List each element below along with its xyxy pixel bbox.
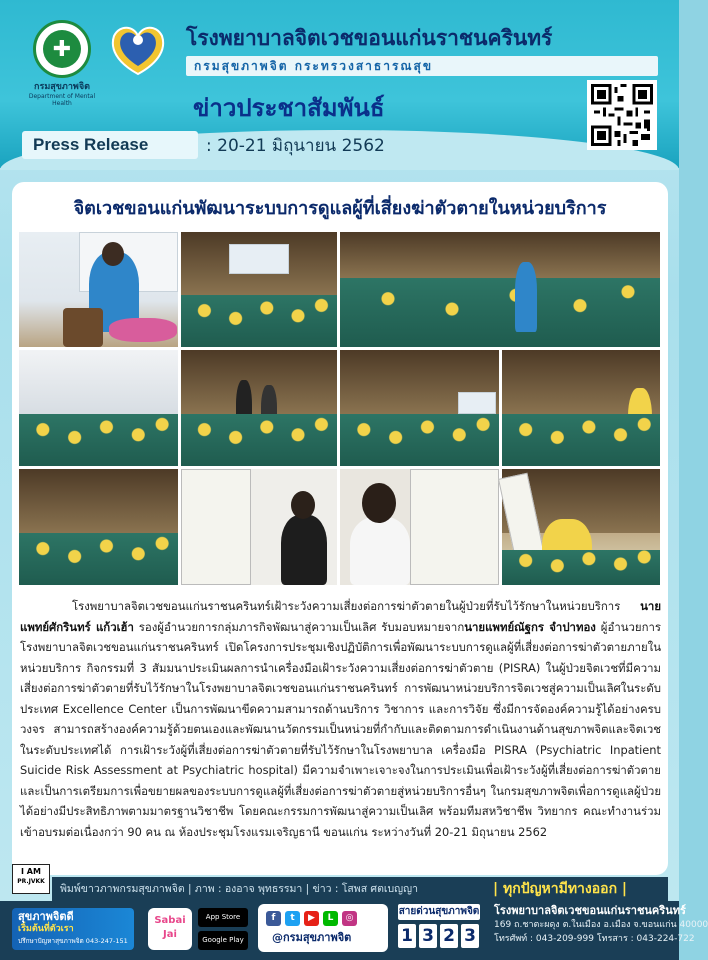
article-text-2: รองผู้อำนวยการกลุ่มภารกิจพัฒนาสู่ความเป็นเลิศ รับมอบหมายจาก (133, 619, 465, 634)
photo-workshop-tables (340, 350, 499, 466)
photo-group-discussion-2 (181, 350, 337, 466)
department-bar: กรมสุขภาพจิต กระทรวงสาธารณสุข (186, 56, 658, 76)
photo-meeting-room (19, 469, 178, 585)
article-name-director: นายแพทย์ณัฐกร จำปาทอง (464, 619, 596, 634)
youtube-icon[interactable]: ▶ (304, 911, 319, 926)
app-store-button[interactable]: App Store (198, 908, 248, 927)
headline: จิตเวชขอนแก่นพัฒนาระบบการดูแลผู้ที่เสี่ยงฆ่าตัวตายในหน่วยบริการ (73, 198, 607, 219)
address-line-1: 169 ถ.ชาตะผดุง ต.ในเมือง อ.เมือง จ.ขอนแก่น 40000 (494, 920, 708, 930)
article-text-3: ผู้อำนวยการโรงพยาบาลจิตเวชขอนแก่นราชนครินทร์ เปิดโครงการประชุมเชิงปฏิบัติการเพื่อพัฒนาระบบการดูแลผู้ที่เสี่ยงต่อการฆ่าตัวตายภายในหน่วยบริการ กิจกรรมที่ 3 สัมมนาประเมินผลการนำเครื่องมือเฝ้าระวังความเสี่ยงต่อการฆ่าตัวตาย (PISRA) ในผู้ป่วยจิตเวชที่มีความเสี่ยงต่อการฆ่าตัวตายที่รับไว้รักษาในโรงพยาบาลจิตเวชขอนแก่นราชนครินทร์ การพัฒนาหน่วยบริการจิตเวชสู่ความเป็นเลิศในระดับประเทศ Excellence Center เป็นการพัฒนาขีดความสามารถด้านบริการ วิชาการ และการวิจัย ซึ่งมีการจัดองค์ความรู้ได้อย่างครบวงจร สามารถสร้างองค์ความรู้ด้วยตนเองและพัฒนานวัตกรรมเป็นหน่วยที่กำกับและติดตามการดำเนินงานด้านสุขภาพจิตและจิตเวชในระดับประเทศได้ การเฝ้าระวังผู้ที่เสี่ยงต่อการฆ่าตัวตายที่รับไว้รักษาในโรงพยาบาล เครื่องมือ PISRA (Psychiatric Inpatient Suicide Risk Assessment at Psychiatric hospital) มีความจำเพาะเจาะจงในการประเมินเพื่อเฝ้าระวังผู้ที่เสี่ยงต่อการฆ่าตัวตาย และเป็นการเตรียมการเพื่อขยายผลของระบบการดูแลผู้ที่เสี่ยงต่อการฆ่าตัวตายสู่หน่วยบริการอื่นๆ ในกรมสุขภาพจิตเพื่อการดูแลผู้ป่วยได้อย่างมีประสิทธิภาพตามมาตรฐานวิชาชีพ โดยคณะกรรมการพัฒนาสู่ความเป็นเลิศ พร้อมทีมสหวิชาชีพ วิทยากร คณะทำงานร่วมเข้าอบรมต่อเนื่องกว่า 90 คน ณ ห้องประชุมโรงแรมเจริญธานี ขอนแก่น ระหว่างวันที่ 20-21 มิถุนายน 2562 (20, 619, 661, 839)
article-paragraph (20, 596, 661, 842)
mhcheck-line-1: สุขภาพจิตดี (18, 910, 74, 923)
photo-group-discussion-3 (502, 350, 660, 466)
address-name: โรงพยาบาลจิตเวชขอนแก่นราชนครินทร์ (494, 904, 686, 917)
photo-presenter-whiteboard (181, 469, 337, 585)
facebook-icon[interactable]: f (266, 911, 281, 926)
mhcheck-banner[interactable] (12, 908, 134, 950)
hotline-label: สายด่วนสุขภาพจิต (398, 904, 480, 920)
dmh-logo-icon (106, 22, 170, 78)
pr-title: ข่าวประชาสัมพันธ์ (193, 94, 385, 122)
moph-caption-th: กรมสุขภาพจิต (34, 82, 90, 92)
photo-audience-participation (340, 232, 660, 347)
sabai-line-2: Jai (163, 929, 177, 940)
address-phone: โทรศัพท์ : 043-209-999 โทรสาร : 043-224-722 (494, 934, 695, 944)
photo-speaker-podium (19, 232, 178, 347)
press-release-label: Press Release (22, 131, 198, 159)
hospital-address (494, 904, 708, 946)
instagram-icon[interactable]: ◎ (342, 911, 357, 926)
moph-caption-en: Department of Mental Health (28, 92, 96, 107)
sabai-line-1: Sabai (154, 915, 186, 926)
org-title: โรงพยาบาลจิตเวชขอนแก่นราชนครินทร์ (186, 26, 553, 50)
iam-pr-badge (12, 864, 50, 894)
photo-writing-flipchart (340, 469, 499, 585)
moph-seal-icon: ✚ (33, 20, 91, 78)
press-date: : 20-21 มิถุนายน 2562 (206, 136, 385, 156)
hotline-digit[interactable]: 3 (419, 924, 437, 948)
hotline-digit[interactable]: 2 (440, 924, 458, 948)
mhcheck-line-3: ปรึกษาปัญหาสุขภาพจิต 043-247-151 (18, 937, 128, 945)
hotline-digit[interactable]: 3 (461, 924, 479, 948)
google-play-button[interactable]: Google Play (198, 931, 248, 950)
photo-credits: พิมพ์ขาวภาพกรมสุขภาพจิต | ภาพ : องอาจ พุทธรรมา | ข่าว : โสพส ศตเบญญา (60, 883, 418, 895)
sabai-jai-app-icon[interactable] (148, 908, 192, 950)
iam-line-2: PR.JVKK (17, 878, 45, 885)
article-name-deputy: นายแพทย์ศักรินทร์ แก้วเฮ้า (20, 599, 661, 634)
line-icon[interactable]: L (323, 911, 338, 926)
social-handle[interactable]: @กรมสุขภาพจิต (272, 931, 352, 944)
article-body (20, 596, 661, 842)
moph-caption (22, 82, 102, 107)
photo-conference-room-wide (181, 232, 337, 347)
slogan: | ทุกปัญหามีทางออก | (493, 881, 628, 897)
photo-participant-presenting (502, 469, 660, 585)
qr-code-icon[interactable] (587, 80, 657, 150)
mhcheck-line-2: เริ่มต้นที่ตัวเรา (18, 924, 74, 934)
twitter-icon[interactable]: t (285, 911, 300, 926)
hotline-digit[interactable]: 1 (398, 924, 416, 948)
photo-group-discussion-1 (19, 350, 178, 466)
article-intro: โรงพยาบาลจิตเวชขอนแก่นราชนครินทร์เฝ้าระวังความเสี่ยงต่อการฆ่าตัวตายในผู้ป่วยที่รับไว้รักษาในหน่วยบริการ (72, 599, 621, 613)
iam-line-1: I AM (21, 867, 41, 876)
